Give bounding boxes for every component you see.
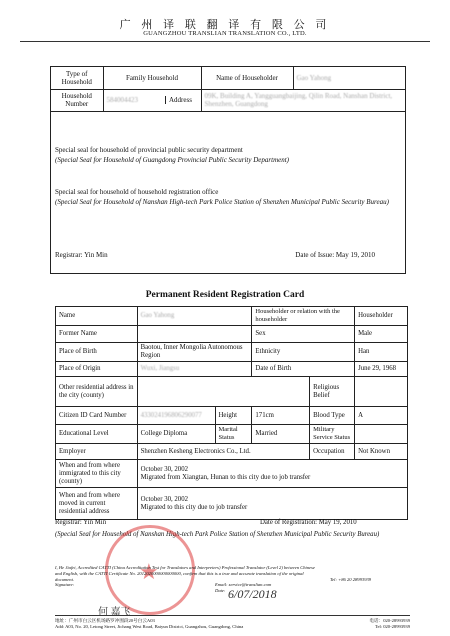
- registration-office-seal-title: Special seal for household of household registration office: [55, 188, 219, 196]
- occupation-label: Occupation: [310, 444, 355, 460]
- employer-value: Shenzhen Kesheng Electronics Co., Ltd.: [137, 444, 310, 460]
- address-label: Address: [166, 96, 198, 104]
- marital-status-value: Married: [252, 425, 310, 444]
- household-number-label: Household Number: [51, 89, 103, 111]
- height-value: 171cm: [252, 407, 310, 425]
- signature-label: Signature:: [55, 582, 75, 588]
- translator-email: Email: service@translian.com: [215, 582, 272, 588]
- military-service-value: [355, 425, 408, 444]
- education-label: Educational Level: [56, 425, 138, 444]
- card-title: Permanent Resident Registration Card: [145, 290, 305, 300]
- phone-english: Tel: 020-28993939: [374, 623, 410, 629]
- place-of-birth-value: Baotou, Inner Mongolia Autonomous Region: [137, 343, 252, 362]
- registrar-row: [55, 251, 401, 259]
- company-name-chinese: 广 州 译 联 翻 译 有 限 公 司: [119, 19, 331, 31]
- household-number-cell: [103, 89, 201, 111]
- phone-chinese: 电话：020-28993939: [369, 618, 410, 623]
- certification-line-2: and English, with the CATTI Certificate No. 2012020000000000000, confirm that this is a true and accurate translation of the original: [55, 570, 304, 576]
- height-label: Height: [215, 407, 252, 425]
- provincial-seal-subtitle: (Special Seal for Household of Guangdong Provincial Public Security Department): [55, 156, 290, 164]
- id-number-value: 433024196806290077: [137, 407, 215, 425]
- relation-label: Householder or relation with the householder: [252, 307, 355, 326]
- other-address-label: Other residential address in the city (county): [56, 377, 138, 407]
- household-section: [50, 66, 406, 274]
- sex-label: Sex: [252, 326, 355, 343]
- ethnicity-label: Ethnicity: [252, 343, 355, 362]
- blood-type-value: A: [355, 407, 408, 425]
- householder-label: Name of Householder: [201, 67, 293, 89]
- date-of-birth-label: Date of Birth: [252, 362, 355, 377]
- provincial-seal: [55, 145, 401, 165]
- immigration-address-label: When and from where moved in current residential address: [56, 488, 138, 520]
- address-value: 09K, Building A, Yangguangbaijing, Qilin Road, Nanshan District, Shenzhen, Guangdong: [201, 89, 405, 111]
- householder-value: Gao Yahong: [293, 67, 405, 89]
- place-of-origin-value: Wuxi, Jiangsu: [137, 362, 252, 377]
- immigration-city-date: October 30, 2002: [140, 465, 188, 473]
- handwritten-signature: 何 嘉飞: [98, 607, 131, 618]
- immigration-city-value: [137, 460, 407, 488]
- translator-tel: Tel: +86 20 28993939: [330, 576, 372, 582]
- employer-label: Employer: [56, 444, 138, 460]
- registrar-text: Registrar: Yin Min: [55, 251, 108, 259]
- place-of-origin-label: Place of Origin: [56, 362, 138, 377]
- registration-office-seal: [55, 187, 401, 207]
- footer-registrar-row: [55, 519, 415, 526]
- immigration-address-value: [137, 488, 407, 520]
- military-service-label: Military Service Status: [310, 425, 355, 444]
- immigration-city-detail: Migrated from Xiangtan, Hunan to this city due to job transfer: [140, 473, 311, 481]
- id-number-label: Citizen ID Card Number: [56, 407, 138, 425]
- former-name-value: [137, 326, 252, 343]
- certification-line-1: I, He Jiafei, Accredited CATTI (China Accreditation Test for Translators and Interpreters) Professional Translator (Level 2) between Chinese: [55, 565, 315, 570]
- registration-date: Date of Registration: May 19, 2010: [260, 519, 357, 526]
- relation-value: Householder: [355, 307, 408, 326]
- place-of-birth-label: Place of Birth: [56, 343, 138, 362]
- star-icon: ★: [139, 559, 159, 584]
- household-type-label: Type of Household: [51, 67, 103, 89]
- ethnicity-value: Han: [355, 343, 408, 362]
- immigration-city-label: When and from where immigrated to this city (county): [56, 460, 138, 488]
- address-chinese: 地址：广州市白云区机场路罗冲围段20号白云A03: [55, 618, 155, 623]
- occupation-value: Not Known: [355, 444, 408, 460]
- sex-value: Male: [355, 326, 408, 343]
- date-label: Date:: [215, 588, 226, 594]
- company-name-english: GUANGZHOU TRANSLIAN TRANSLATION CO., LTD.: [143, 30, 307, 37]
- registration-card-table: [55, 306, 408, 520]
- certification-line-3: document.: [55, 576, 75, 582]
- handwritten-date: 6/07/2018: [228, 587, 277, 601]
- household-table: [51, 67, 405, 112]
- name-value: Gao Yahong: [137, 307, 252, 326]
- footer-registrar: Registrar: Yin Min: [55, 519, 107, 526]
- name-label: Name: [56, 307, 138, 326]
- other-address-value: [137, 377, 310, 407]
- household-type-value: Family Household: [103, 67, 201, 89]
- footer-seal-note: (Special Seal for Household of Nanshan High-tech Park Police Station of Shenzhen Municipal Public Security Bureau): [55, 531, 380, 538]
- household-number-value: 584004423: [106, 96, 138, 104]
- religion-label: Religious Belief: [310, 377, 355, 407]
- blood-type-label: Blood Type: [310, 407, 355, 425]
- registration-office-seal-subtitle: (Special Seal for Household of Nanshan High-tech Park Police Station of Shenzhen Municipal Public Security Bureau): [55, 198, 389, 206]
- issue-date: Date of Issue: May 19, 2010: [295, 251, 375, 259]
- immigration-address-date: October 30, 2002: [140, 495, 188, 503]
- date-of-birth-value: June 29, 1968: [355, 362, 408, 377]
- immigration-address-detail: Migrated to this city due to job transfer: [140, 503, 248, 511]
- marital-status-label: Marital Status: [215, 425, 252, 444]
- address-english: Add: A03, No. 20, Letong Street, Jichang West Road, Baiyun District, Guangzhou, Guangdong, China: [55, 623, 244, 629]
- religion-value: [355, 377, 408, 407]
- former-name-label: Former Name: [56, 326, 138, 343]
- provincial-seal-title: Special seal for household of provincial public security department: [55, 146, 243, 154]
- header-divider: [20, 41, 430, 42]
- education-value: College Diploma: [137, 425, 215, 444]
- company-address-footer: [55, 615, 410, 630]
